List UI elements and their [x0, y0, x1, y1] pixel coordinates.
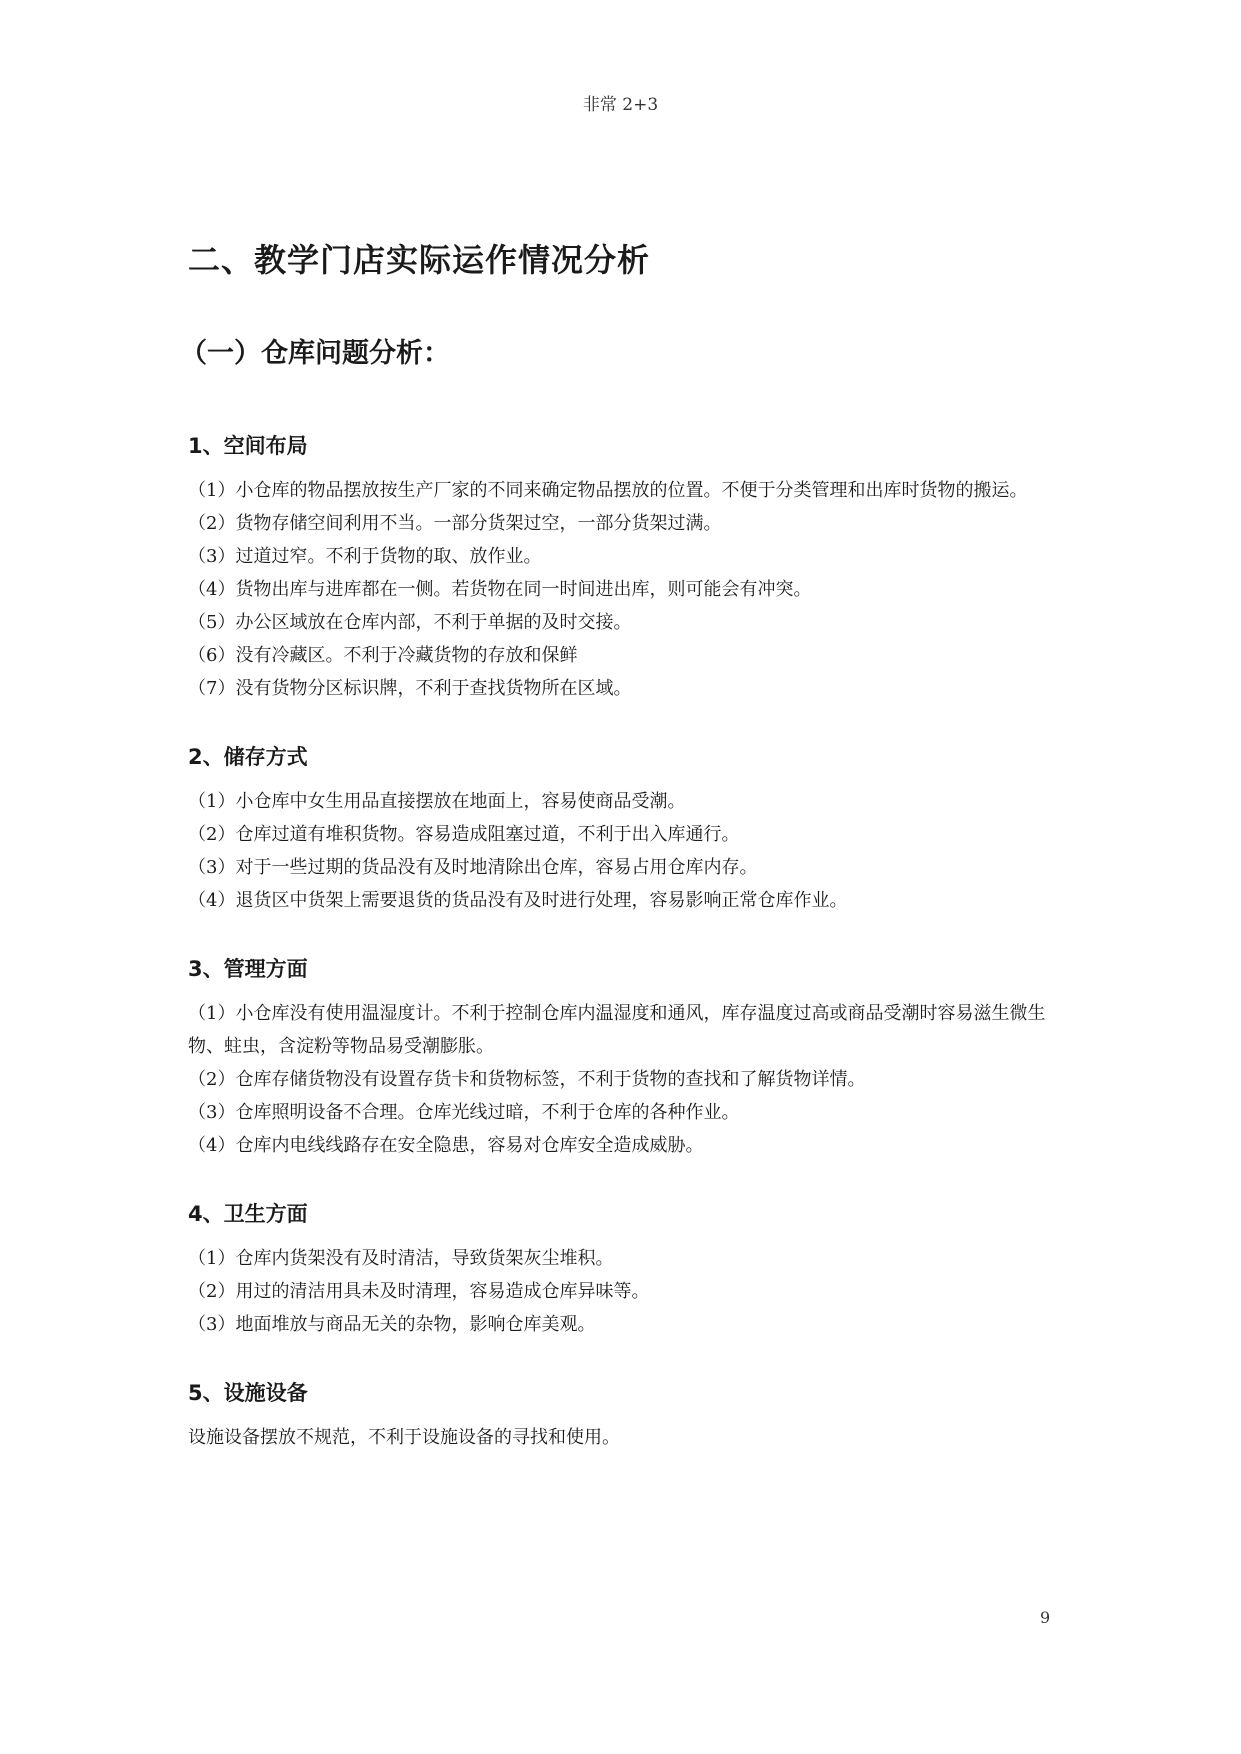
running-header: 非常 2+3: [582, 95, 659, 115]
paragraph: （3）对于一些过期的货品没有及时地清除出仓库，容易占用仓库内存。: [188, 857, 758, 878]
section-title: （一）仓库问题分析：: [180, 338, 450, 369]
subsection-storage-method: [188, 741, 1058, 917]
paragraph: （3）仓库照明设备不合理。仓库光线过暗，不利于仓库的各种作业。: [188, 1102, 740, 1123]
subsection-heading: 3、管理方面: [188, 957, 308, 981]
subsection-heading: 1、空间布局: [188, 434, 308, 458]
subsection-management: [188, 953, 1058, 1162]
paragraph: （4）货物出库与进库都在一侧。若货物在同一时间进出库，则可能会有冲突。: [188, 579, 812, 600]
subsection-facilities: [188, 1377, 1058, 1454]
paragraph: （3）地面堆放与商品无关的杂物，影响仓库美观。: [188, 1314, 596, 1335]
paragraph: （6）没有冷藏区。不利于冷藏货物的存放和保鲜: [188, 645, 578, 666]
subsection-heading: 2、储存方式: [188, 745, 308, 769]
paragraph: （1）小仓库中女生用品直接摆放在地面上，容易使商品受潮。: [188, 791, 686, 812]
paragraph: （2）仓库存储货物没有设置存货卡和货物标签，不利于货物的查找和了解货物详情。: [188, 1069, 866, 1090]
subsection-heading: 4、卫生方面: [188, 1202, 308, 1226]
paragraph: （1）仓库内货架没有及时清洁，导致货架灰尘堆积。: [188, 1248, 614, 1269]
page-number: 9: [1040, 1608, 1051, 1627]
paragraph: （2）仓库过道有堆积货物。容易造成阻塞过道，不利于出入库通行。: [188, 824, 740, 845]
paragraph: （2）货物存储空间利用不当。一部分货架过空，一部分货架过满。: [188, 513, 722, 534]
subsection-hygiene: [188, 1198, 1058, 1341]
paragraph: （3）过道过窄。不利于货物的取、放作业。: [188, 546, 542, 567]
paragraph: （4）退货区中货架上需要退货的货品没有及时进行处理，容易影响正常仓库作业。: [188, 890, 848, 911]
paragraph: 设施设备摆放不规范，不利于设施设备的寻找和使用。: [188, 1427, 620, 1448]
paragraph: （5）办公区域放在仓库内部，不利于单据的及时交接。: [188, 612, 632, 633]
subsection-heading: 5、设施设备: [188, 1381, 308, 1405]
paragraph: （7）没有货物分区标识牌，不利于查找货物所在区域。: [188, 678, 632, 699]
paragraph: （1）小仓库的物品摆放按生产厂家的不同来确定物品摆放的位置。不便于分类管理和出库时货物的搬运。: [188, 480, 1028, 501]
subsection-space-layout: [188, 430, 1058, 705]
paragraph: （2）用过的清洁用具未及时清理，容易造成仓库异味等。: [188, 1281, 650, 1302]
document-body: [180, 236, 1058, 1454]
chapter-title: 二、教学门店实际运作情况分析: [188, 241, 651, 279]
paragraph: （4）仓库内电线线路存在安全隐患，容易对仓库安全造成威胁。: [188, 1135, 704, 1156]
paragraph: （1）小仓库没有使用温湿度计。不利于控制仓库内温湿度和通风，库存温度过高或商品受潮时容易滋生微生物、蛀虫，含淀粉等物品易受潮膨胀。: [188, 1003, 1046, 1057]
